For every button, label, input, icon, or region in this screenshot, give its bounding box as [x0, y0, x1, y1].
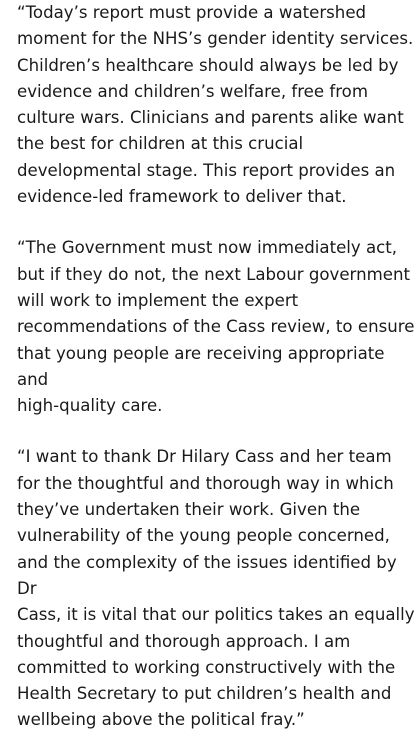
- quote-article: [17, 0, 415, 734]
- quote-paragraph-1: “Today’s report must provide a watershed moment for the NHS’s gender identity services. Children’s healthcare should always be led by evidence and children’s welfare, free from culture wars. Clinicians and parents alike want the best for children at this crucial developmental stage. This report provides an evidence-led framework to deliver that.: [17, 3, 414, 207]
- quote-paragraph-2: “The Government must now immediately act, but if they do not, the next Labour government will work to implement the expert recommendations of the Cass review, to ensure that young people are receiving appropriate and high-quality care.: [17, 238, 415, 416]
- quote-paragraph-3: “I want to thank Dr Hilary Cass and her team for the thoughtful and thorough way in which they’ve undertaken their work. Given the vulnerability of the young people concerned, and the complexity of the issues identified by Dr Cass, it is vital that our politics takes an equally thoughtful and thorough approach. I am committed to working constructively with the Health Secretary to put children’s health and wellbeing above the political fray.”: [17, 447, 415, 730]
